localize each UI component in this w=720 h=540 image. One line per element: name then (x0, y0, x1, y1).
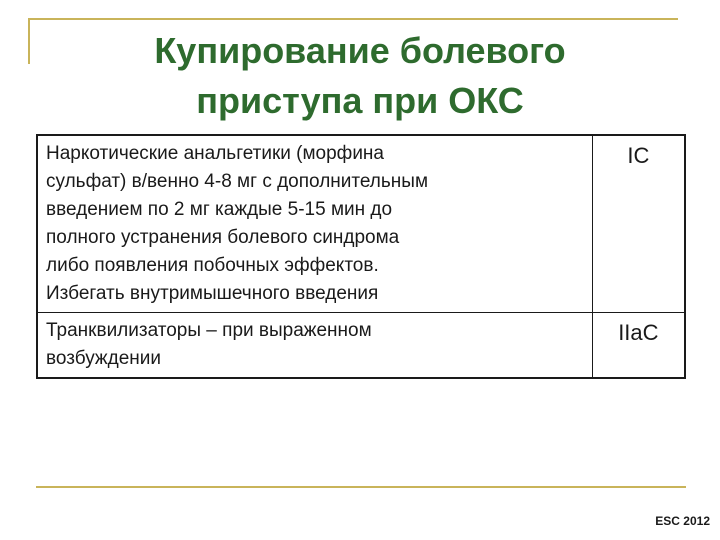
text-line: введением по 2 мг каждые 5-15 мин до (46, 199, 393, 220)
text-line: Избегать внутримышечного введения (46, 283, 379, 304)
recommendation-text (37, 313, 592, 379)
recommendation-text (37, 135, 592, 313)
text-line: Наркотические анальгетики (морфина (46, 143, 384, 164)
left-rule (28, 18, 30, 64)
text-line: полного устранения болевого синдрома (46, 227, 400, 248)
recommendation-grade: IC (592, 135, 685, 313)
recommendations-table (36, 134, 686, 379)
bottom-rule (36, 486, 686, 488)
text-line: либо появления побочных эффектов. (46, 255, 379, 276)
table-row (37, 135, 685, 313)
table-row (37, 313, 685, 379)
top-rule (28, 18, 678, 20)
title-line-1: Купирование болевого (154, 30, 566, 71)
slide-title (40, 26, 680, 126)
text-line: Транквилизаторы – при выраженном (46, 320, 372, 341)
source-label: ESC 2012 (655, 514, 710, 528)
text-line: возбуждении (46, 348, 161, 369)
recommendation-grade: IIaC (592, 313, 685, 379)
text-line: сульфат) в/венно 4-8 мг с дополнительным (46, 171, 429, 192)
title-line-2: приступа при ОКС (196, 80, 524, 121)
